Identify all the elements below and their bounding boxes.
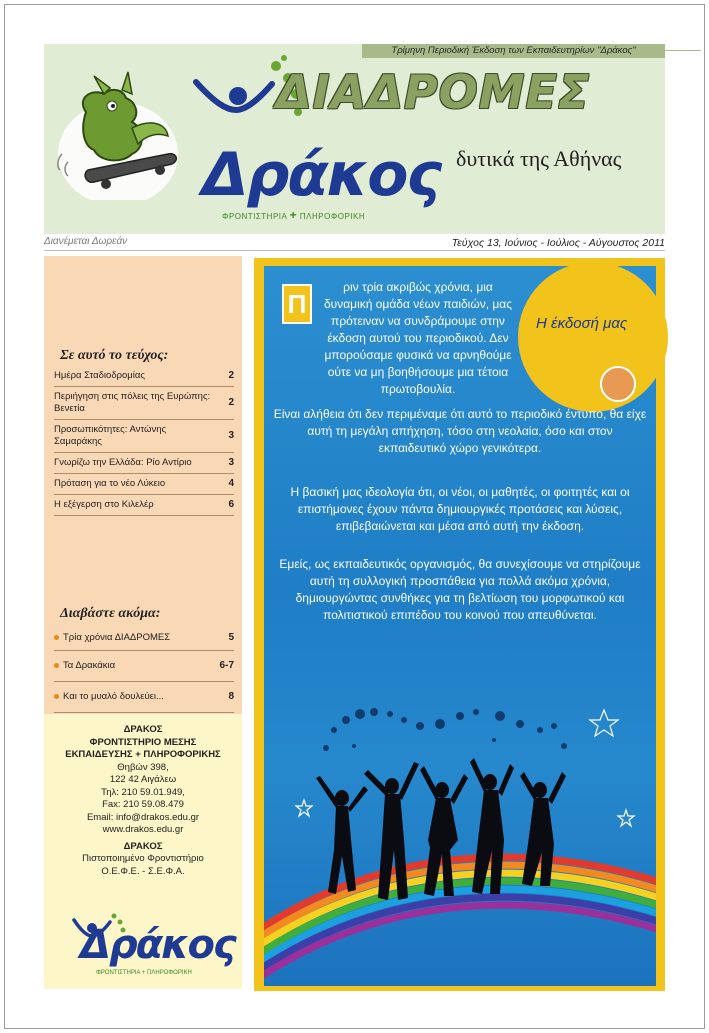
article-badge: Η έκδοσή μας xyxy=(536,315,628,332)
more-item[interactable] xyxy=(54,651,234,682)
toc-item[interactable] xyxy=(54,495,234,516)
issue-info: Τεύχος 13, Ιούνιος - Ιούλιος - Αύγουστος 2011 xyxy=(451,237,665,249)
toc-item-page: 2 xyxy=(228,370,234,381)
toc-item-title: Περιήγηση στις πόλεις της Ευρώπης: Βενετία xyxy=(54,391,211,414)
toc-list xyxy=(54,366,234,516)
toc-item-title: Πρόταση για το νέο Λύκειο xyxy=(54,478,166,489)
bullet-icon xyxy=(54,663,59,668)
more-item[interactable] xyxy=(54,682,234,713)
tagline-rule xyxy=(665,50,701,51)
free-distribution-note: Διανέμεται Δωρεάν xyxy=(44,236,128,247)
contact-line2: ΕΚΠΑΙΔΕΥΣΗΣ + ΠΛΗΡΟΦΟΡΙΚΗΣ xyxy=(65,749,221,760)
small-logo-sub-left: ΦΡΟΝΤΙΣΤΗΡΙΑ xyxy=(96,970,141,976)
orange-dot xyxy=(600,366,636,402)
contact-email[interactable]: Email: info@drakos.edu.gr xyxy=(86,811,200,823)
article-paragraph-1: ριν τρία ακριβώς χρόνια, μια δυναμική ομάδα νέων παιδιών, μας πρότειναν να συνδράμουμε στην έκδοση αυτού του περιοδικού. Δεν μπορούσαμε φυσικά να αρνηθούμε ούτε να μη βοηθήσουμε μια τέτοια πρωτοβουλία. xyxy=(323,280,513,396)
brand-subtitle xyxy=(222,208,365,222)
toc-item[interactable] xyxy=(54,474,234,495)
toc-item[interactable] xyxy=(54,387,234,420)
toc-item-page: 4 xyxy=(228,478,234,489)
contact-name2: ΔΡΑΚΟΣ xyxy=(123,840,163,852)
small-logo-name: Δράκος xyxy=(80,922,235,968)
toc-item[interactable] xyxy=(54,420,234,453)
header-rule xyxy=(44,250,665,251)
contact-name: ΔΡΑΚΟΣ xyxy=(123,724,163,735)
more-item-page: 5 xyxy=(228,632,234,643)
toc-item-title: Προσωπικότητες: Αντώνης Σαμαράκης xyxy=(54,424,167,447)
dragon-skateboard-illustration xyxy=(48,58,190,200)
magazine-subtitle: δυτικά της Αθήνας xyxy=(456,146,622,171)
article-paragraph-2: Είναι αλήθεια ότι δεν περιμέναμε ότι αυτό το περιοδικό έντυπο, θα είχε αυτή τη μεγάλη απήχηση, τόσο στη νεολαία, όσο και στον εκπαιδευτικό χώρο γενικότερα. xyxy=(273,407,647,455)
contact-cert2: Ο.Ε.Φ.Ε. - Σ.Ε.Φ.Α. xyxy=(101,865,185,877)
magazine-title: ΔΙΑΔΡΟΜΕΣ xyxy=(276,65,591,119)
brand-sub-plus: + xyxy=(289,208,298,222)
brand-name: Δράκος xyxy=(202,140,441,210)
more-item[interactable] xyxy=(54,626,234,651)
contact-line1: ΦΡΟΝΤΙΣΤΗΡΙΟ ΜΕΣΗΣ xyxy=(89,736,197,748)
article-paragraph-4: Εμείς, ως εκπαιδευτικός οργανισμός, θα συνεχίσουμε να στηρίζουμε αυτή τη συλλογική προσπάθεια για πολλά ακόμα χρόνια, δημιουργώντας συνθήκες για τη βελτίωση του μορφωτικού και πολιτιστικού επιπέδου του κοινού που απευθύνεται. xyxy=(279,557,641,622)
bullet-icon xyxy=(54,694,59,699)
bullet-icon xyxy=(54,635,59,640)
toc-item-page: 3 xyxy=(228,457,234,468)
toc-heading: Σε αυτό το τεύχος: xyxy=(60,348,169,363)
toc-item-page: 2 xyxy=(228,397,234,408)
contact-web[interactable]: www.drakos.edu.gr xyxy=(102,824,184,835)
masthead xyxy=(44,44,665,234)
brand-sub-left: ΦΡΟΝΤΙΣΤΗΡΙΑ xyxy=(222,212,287,221)
toc-item-title: Γνωρίζω την Ελλάδα: Ρίο Αντίριο xyxy=(54,457,192,468)
contact-cert1: Πιστοποιημένο Φροντιστήριο xyxy=(82,853,204,864)
contact-address2: 122 42 Αιγάλεω xyxy=(109,774,177,785)
article-dropcap: Π xyxy=(282,284,312,324)
toc-item-title: Ημέρα Σταδιοδρομίας xyxy=(54,370,145,381)
more-item-title: Τρία χρόνια ΔΙΑΔΡΟΜΕΣ xyxy=(63,632,171,643)
more-item-page: 6-7 xyxy=(219,660,234,671)
toc-item-page: 6 xyxy=(228,499,234,510)
small-logo-sub-plus: + xyxy=(141,970,146,976)
toc-item[interactable] xyxy=(54,366,234,387)
more-heading: Διαβάστε ακόμα: xyxy=(60,606,161,621)
small-logo-sub-right: ΠΛΗΡΟΦΟΡΙΚΗ xyxy=(147,970,192,976)
toc-item-page: 3 xyxy=(228,430,234,441)
contact-phone: Τηλ: 210 59.01.949, xyxy=(101,786,185,798)
toc-item-title: Η εξέγερση στο Κιλελέρ xyxy=(54,499,154,510)
badge-circle xyxy=(518,262,668,412)
article-paragraph-3: Η βασική μας ιδεολογία ότι, οι νέοι, οι μαθητές, οι φοιτητές και οι επιστήμονες έχουν πάντα δημιουργικές προτάσεις και λύσεις, επιβεβαιώνεται και μέσα από αυτή την έκδοση. xyxy=(290,485,630,533)
toc-item[interactable] xyxy=(54,453,234,474)
small-logo-subtitle xyxy=(96,970,192,976)
more-item-title: Τα Δρακάκια xyxy=(63,660,116,671)
more-item-page: 8 xyxy=(228,691,234,702)
contact-address1: Θηβών 398, xyxy=(117,761,169,773)
contact-fax: Fax: 210 59.08.479 xyxy=(102,799,184,810)
more-item-title: Και το μυαλό δουλεύει... xyxy=(63,691,164,702)
dancers-rainbow-illustration xyxy=(264,690,656,986)
more-list xyxy=(54,626,234,713)
brand-sub-right: ΠΛΗΡΟΦΟΡΙΚΗ xyxy=(299,212,366,221)
contact-block xyxy=(44,724,242,878)
tagline-strip: Τρίμηνη Περιοδική Έκδοση των Εκπαιδευτηρίων "Δράκος" xyxy=(362,44,665,58)
